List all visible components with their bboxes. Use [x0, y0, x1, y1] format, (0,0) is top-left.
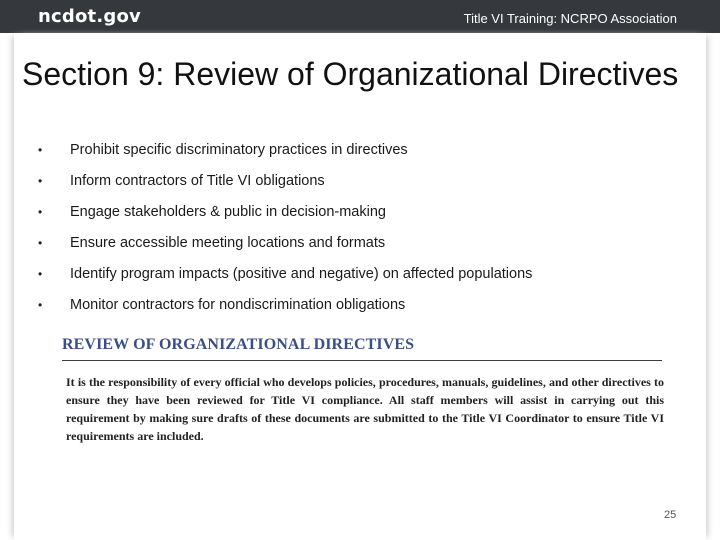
excerpt-heading: REVIEW OF ORGANIZATIONAL DIRECTIVES: [62, 336, 415, 353]
bullet-text: Ensure accessible meeting locations and formats: [70, 235, 386, 251]
bullet-icon: •: [38, 174, 43, 188]
slide-title: Section 9: Review of Organizational Directives: [22, 56, 679, 92]
presentation-title: Title VI Training: NCRPO Association: [463, 11, 677, 26]
bullet-text: Prohibit specific discriminatory practices in directives: [70, 142, 408, 158]
bullet-text: Monitor contractors for nondiscrimination obligations: [70, 297, 406, 313]
bullet-icon: •: [38, 236, 43, 250]
bullet-icon: •: [38, 298, 43, 312]
page-number: 25: [664, 509, 677, 521]
excerpt-body: It is the responsibility of every official who develops policies, procedures, manuals, guidelines, and other directives to ensure they have been reviewed for Title VI compliance. All staff members will assist in carrying out this requirement by making sure drafts of these documents are submitted to the Title VI Coordinator to ensure Title VI requirements are included.: [66, 375, 664, 443]
document-excerpt-image: [62, 336, 666, 445]
bullet-icon: •: [38, 205, 43, 219]
bullet-text: Inform contractors of Title VI obligations: [70, 173, 325, 189]
slide-content: [14, 33, 706, 540]
header-bar: [0, 0, 720, 33]
bullet-icon: •: [38, 267, 43, 281]
ncdot-logo[interactable]: ncdot.gov: [38, 6, 141, 27]
bullet-icon: •: [38, 143, 43, 157]
bullet-text: Identify program impacts (positive and negative) on affected populations: [70, 266, 533, 282]
excerpt-divider: [62, 360, 662, 361]
bullet-text: Engage stakeholders & public in decision-making: [70, 204, 386, 220]
